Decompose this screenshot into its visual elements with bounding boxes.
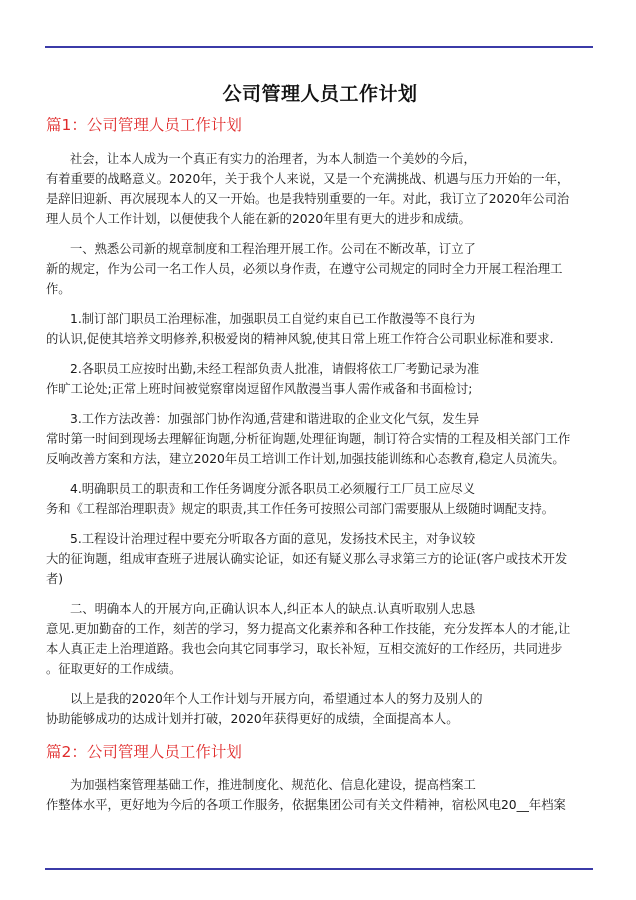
text-line: 二、明确本人的开展方向,正确认识本人,纠正本人的缺点.认真听取别人忠恳 [70, 602, 476, 616]
text-line: 常时第一时间到现场去理解征询题,分析征询题,处理征询题，制订符合实情的工程及相关部门工作 [46, 432, 571, 446]
text-line: 的认识,促使其培养文明修养,积极爱岗的精神风貌,使其日常上班工作符合公司职业标准和要求. [46, 332, 554, 346]
section-heading-1: 篇1：公司管理人员工作计划 [46, 116, 242, 134]
text-line: 有着重要的战略意义。2020年，关于我个人来说，又是一个充满挑战、机遇与压力开始的一年， [46, 172, 570, 186]
header-rule [45, 46, 593, 48]
text-line: 1.制订部门职员工治理标准，加强职员工自觉约束自已工作散漫等不良行为 [70, 312, 476, 326]
paragraph-conclusion [46, 689, 594, 729]
text-line: 理人员个人工作计划，以便使我个人能在新的2020年里有更大的进步和成绩。 [46, 212, 471, 226]
text-line: 4.明确职员工的职责和工作任务调度分派各职员工必须履行工厂员工应尽义 [70, 482, 476, 496]
text-line: 协助能够成功的达成计划并打破，2020年获得更好的成绩，全面提高本人。 [46, 712, 459, 726]
text-line: 。征取更好的工作成绩。 [46, 662, 182, 676]
paragraph-point-two [46, 599, 594, 679]
paragraph-point-one [46, 239, 594, 299]
footer-rule [45, 868, 593, 870]
text-line: 意见.更加勤奋的工作，刻苦的学习，努力提高文化素养和各种工作技能，充分发挥本人的才能,让 [46, 622, 571, 636]
section-heading-2: 篇2：公司管理人员工作计划 [46, 743, 242, 761]
paragraph-item-3 [46, 409, 594, 469]
paragraph-intro [46, 149, 594, 229]
text-line: 新的规定，作为公司一名工作人员，必须以身作责，在遵守公司规定的同时全力开展工程治理工 [46, 262, 563, 276]
text-line: 3.工作方法改善：加强部门协作沟通,营建和谐进取的企业文化气氛，发生异 [70, 412, 480, 426]
text-line: 大的征询题，组成审查班子进展认确实论证，如还有疑义那么寻求第三方的论证(客户或技术开发 [46, 552, 568, 566]
text-line: 作。 [46, 282, 71, 296]
text-line: 为加强档案管理基础工作，推进制度化、规范化、信息化建设，提高档案工 [70, 778, 476, 792]
document-title: 公司管理人员工作计划 [222, 83, 418, 105]
text-line: 5.工程设计治理过程中要充分听取各方面的意见，发扬技术民主，对争议较 [70, 532, 476, 546]
text-line: 以上是我的2020年个人工作计划与开展方向，希望通过本人的努力及别人的 [70, 692, 483, 706]
text-line: 一、熟悉公司新的规章制度和工程治理开展工作。公司在不断改革，订立了 [70, 242, 476, 256]
text-line: 2.各职员工应按时出勤,未经工程部负责人批准，请假将依工厂考勤记录为准 [70, 362, 480, 376]
text-line: 是辞旧迎新、再次展现本人的又一开始。也是我特别重要的一年。对此，我订立了2020年公司治 [46, 192, 570, 206]
paragraph-item-2 [46, 359, 594, 399]
paragraph-section2-intro [46, 775, 594, 815]
text-line: 作旷工论处;正常上班时间被觉察窜岗逗留作风散漫当事人需作戒备和书面检讨; [46, 382, 473, 396]
text-line: 社会，让本人成为一个真正有实力的治理者，为本人制造一个美妙的今后， [70, 152, 476, 166]
paragraph-item-4 [46, 479, 594, 519]
text-line: 作整体水平，更好地为今后的各项工作服务，依据集团公司有关文件精神，宿松风电20__年档案 [46, 798, 566, 812]
paragraph-item-5 [46, 529, 594, 589]
paragraph-item-1 [46, 309, 594, 349]
text-line: 本人真正走上治理道路。我也会向其它同事学习，取长补短，互相交流好的工作经历，共同进步 [46, 642, 563, 656]
document-page [46, 80, 594, 825]
text-line: 者) [46, 572, 64, 586]
text-line: 务和《工程部治理职责》规定的职责,其工作任务可按照公司部门需要服从上级随时调配支持。 [46, 502, 555, 516]
text-line: 反响改善方案和方法，建立2020年员工培训工作计划,加强技能训练和心态教育,稳定人员流失。 [46, 452, 565, 466]
